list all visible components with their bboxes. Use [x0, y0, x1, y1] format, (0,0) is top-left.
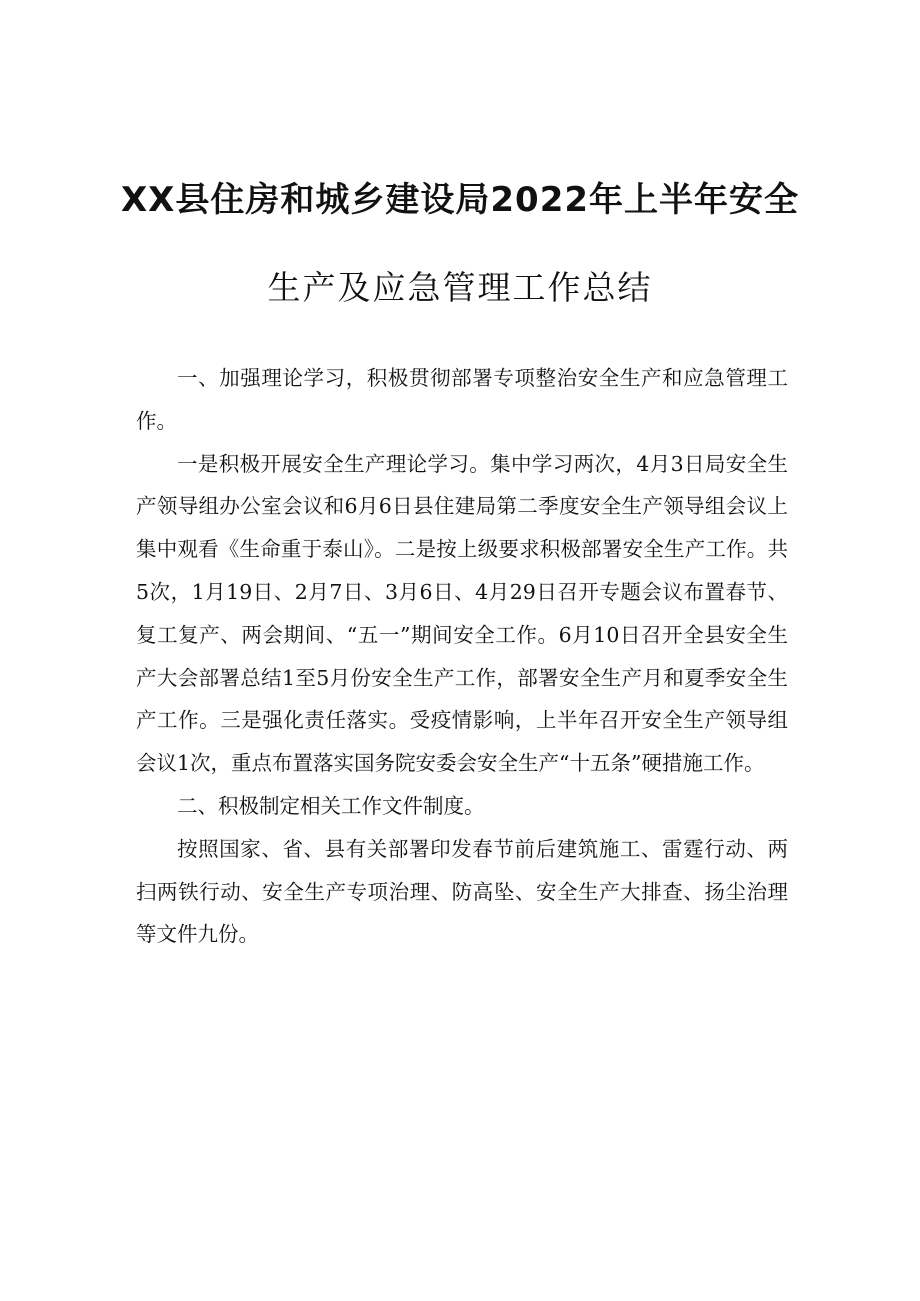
section-heading-1: 一、加强理论学习，积极贯彻部署专项整治安全生产和应急管理工作。 — [136, 366, 788, 433]
document-title-line-2: 生产及应急管理工作总结 — [267, 268, 653, 307]
document-title-line-1: XX县住房和城乡建设局2022年上半年安全 — [120, 180, 800, 220]
document-body — [136, 357, 788, 956]
paragraph-study-and-deployment: 一是积极开展安全生产理论学习。集中学习两次，4月3日局安全生产领导组办公室会议和6月6日县住建局第二季度安全生产领导组会议上集中观看《生命重于泰山》。二是按上级要求积极部署安全生产工作。共5次，1月19日、2月7日、3月6日、4月29日召开专题会议布置春节、复工复产、两会期间、“五一”期间安全工作。6月10日召开全县安全生产大会部署总结1至5月份安全生产工作，部署安全生产月和夏季安全生产工作。三是强化责任落实。受疫情影响，上半年召开安全生产领导组会议1次，重点布置落实国务院安委会安全生产“十五条”硬措施工作。 — [136, 451, 788, 776]
section-heading-2: 二、积极制定相关工作文件制度。 — [177, 793, 485, 818]
paragraph-documents-issued: 按照国家、省、县有关部署印发春节前后建筑施工、雷霆行动、两扫两铁行动、安全生产专项治理、防高坠、安全生产大排查、扬尘治理等文件九份。 — [136, 836, 788, 947]
